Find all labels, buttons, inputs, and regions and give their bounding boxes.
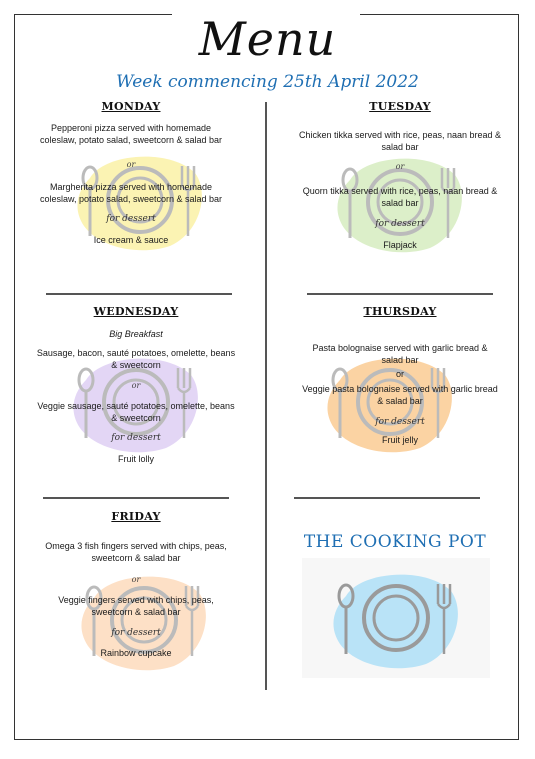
dessert-label: for dessert (375, 219, 425, 229)
main-option-2: Quorn tikka served with rice, peas, naan bread & salad bar (302, 186, 498, 208)
day-heading: WEDNESDAY (93, 305, 179, 318)
main-option-1: Omega 3 fish fingers served with chips, peas, sweetcorn & salad bar (45, 541, 227, 563)
week-commencing: Week commencing 25th April 2022 (116, 72, 419, 92)
or-separator: or (126, 160, 136, 169)
or-separator: or (131, 381, 141, 390)
or-separator: or (395, 162, 405, 171)
dessert: Flapjack (383, 240, 417, 250)
dessert-label: for dessert (111, 628, 161, 638)
section-divider (43, 497, 229, 499)
section-divider (46, 293, 232, 295)
section-divider (307, 293, 493, 295)
or-separator: or (131, 575, 141, 584)
dessert-label: for dessert (375, 417, 425, 427)
main-option-1: Chicken tikka served with rice, peas, naan bread & salad bar (298, 130, 502, 152)
main-option-2: Veggie sausage, sauté potatoes, omelette, beans & sweetcorn (37, 401, 235, 423)
or-separator: or (395, 369, 404, 379)
dessert: Ice cream & sauce (93, 235, 169, 245)
brand-name: THE COOKING POT (303, 532, 487, 552)
dessert-label: for dessert (106, 214, 156, 224)
day-heading: THURSDAY (363, 305, 437, 318)
dessert: Fruit lolly (117, 454, 154, 464)
main-option-1: Pasta bolognaise served with garlic bread & salad bar (312, 343, 488, 365)
dessert: Fruit jelly (381, 435, 418, 445)
main-option-2: Veggie fingers served with chips, peas, sweetcorn & salad bar (58, 595, 214, 617)
main-option-1: Sausage, bacon, sauté potatoes, omelette, beans & sweetcorn (36, 348, 236, 370)
section-divider (294, 497, 480, 499)
main-option-2: Margherita pizza served with homemade coleslaw, potato salad, sweetcorn & salad bar (39, 182, 223, 204)
day-wednesday (36, 305, 236, 465)
menu-title: Menu (198, 12, 337, 66)
main-option-1: Pepperoni pizza served with homemade coleslaw, potato salad, sweetcorn & salad bar (39, 123, 223, 145)
column-divider (265, 102, 267, 690)
day-heading: TUESDAY (369, 100, 431, 113)
day-friday (34, 510, 238, 659)
day-thursday (298, 305, 502, 446)
meal-intro: Big Breakfast (109, 329, 163, 339)
main-option-2: Veggie pasta bolognaise served with garlic bread & salad bar (302, 384, 498, 406)
dessert: Rainbow cupcake (100, 648, 172, 658)
dessert-label: for dessert (111, 433, 161, 443)
day-heading: MONDAY (101, 100, 161, 113)
day-monday (36, 100, 226, 246)
cooking-pot-logo-icon (326, 566, 466, 670)
day-tuesday (292, 100, 508, 251)
day-heading: FRIDAY (111, 510, 161, 523)
